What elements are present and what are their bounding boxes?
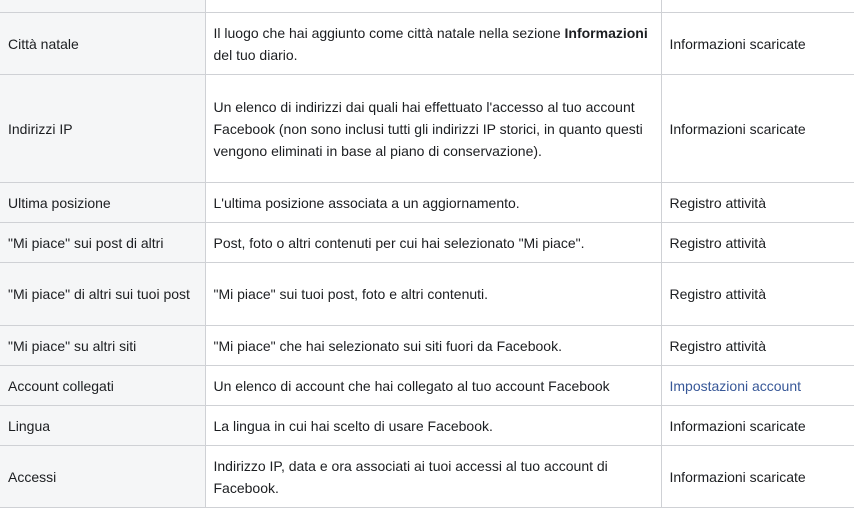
table-row: [0, 0, 854, 13]
description-cell: [205, 13, 661, 75]
table-row: [0, 326, 854, 366]
category-cell: "Mi piace" su altri siti: [0, 326, 205, 366]
table-row: [0, 13, 854, 75]
account-settings-link[interactable]: Impostazioni account: [669, 377, 802, 394]
table-row: [0, 223, 854, 263]
description-cell: Un elenco di account che hai collegato al tuo account Facebook: [205, 366, 661, 406]
category-cell: "Mi piace" sui post di altri: [0, 223, 205, 263]
source-cell: Informazioni scaricate: [661, 446, 854, 508]
source-cell: Informazioni scaricate: [661, 406, 854, 446]
description-cell: L'ultima posizione associata a un aggiornamento.: [205, 183, 661, 223]
category-cell: Indirizzi IP: [0, 75, 205, 183]
description-cell: Indirizzo IP, data e ora associati ai tuoi accessi al tuo account di Facebook.: [205, 446, 661, 508]
source-cell: Registro attività: [661, 223, 854, 263]
description-cell: [205, 0, 661, 13]
table-row: [0, 183, 854, 223]
table-row: [0, 366, 854, 406]
description-bold-text: Informazioni: [564, 24, 648, 41]
table-row: [0, 446, 854, 508]
category-cell: Città natale: [0, 13, 205, 75]
source-cell: Informazioni scaricate: [661, 75, 854, 183]
description-cell: Un elenco di indirizzi dai quali hai effettuato l'accesso al tuo account Facebook (non sono inclusi tutti gli indirizzi IP storici, in quanto questi vengono eliminati in base al piano di conservazione).: [205, 75, 661, 183]
description-cell: "Mi piace" che hai selezionato sui siti fuori da Facebook.: [205, 326, 661, 366]
source-cell: Informazioni scaricate: [661, 13, 854, 75]
source-cell: Registro attività: [661, 263, 854, 326]
table-row: [0, 406, 854, 446]
description-text: Il luogo che hai aggiunto come città natale nella sezione: [213, 24, 565, 41]
description-cell: "Mi piace" sui tuoi post, foto e altri contenuti.: [205, 263, 661, 326]
category-cell: Account collegati: [0, 366, 205, 406]
source-cell: Registro attività: [661, 183, 854, 223]
category-cell: Ultima posizione: [0, 183, 205, 223]
description-cell: Post, foto o altri contenuti per cui hai selezionato "Mi piace".: [205, 223, 661, 263]
category-cell: "Mi piace" di altri sui tuoi post: [0, 263, 205, 326]
category-cell: Accessi: [0, 446, 205, 508]
source-cell: [661, 0, 854, 13]
description-cell: La lingua in cui hai scelto di usare Facebook.: [205, 406, 661, 446]
category-cell: Lingua: [0, 406, 205, 446]
table-row: [0, 263, 854, 326]
source-cell: Registro attività: [661, 326, 854, 366]
description-text: del tuo diario.: [213, 46, 298, 63]
category-cell: [0, 0, 205, 13]
table-row: [0, 75, 854, 183]
source-cell: [661, 366, 854, 406]
